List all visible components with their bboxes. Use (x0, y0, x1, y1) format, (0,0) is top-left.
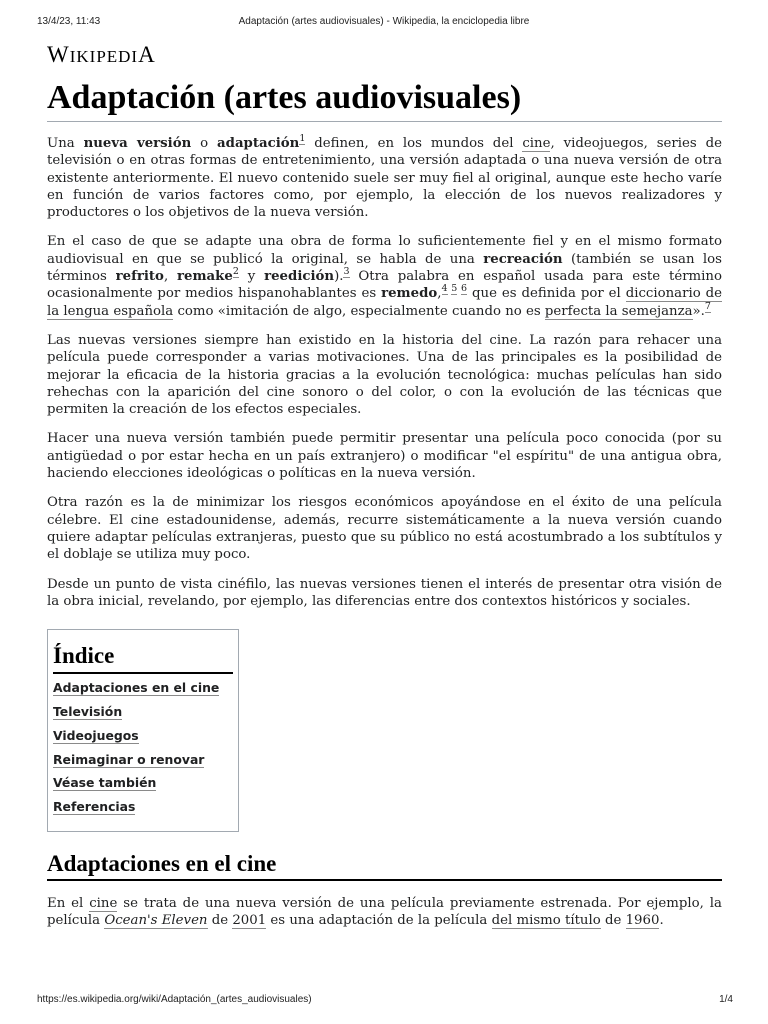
text: y (238, 269, 265, 285)
text: que es definida por el (467, 286, 626, 302)
link-diccionario[interactable]: diccionario de la lengua española (47, 286, 723, 319)
toc-item-label[interactable]: Véase también (53, 775, 157, 791)
toc-item-adaptaciones-cine[interactable] (53, 680, 233, 695)
reference-link-1[interactable]: 1 (299, 133, 306, 144)
wordmark-initial: W (47, 42, 70, 67)
toc-item-videojuegos[interactable] (53, 728, 233, 743)
paragraph-recreacion (47, 233, 722, 319)
reference-link-2[interactable]: 2 (232, 266, 239, 278)
article-content (47, 40, 722, 942)
wikipedia-wordmark[interactable] (47, 42, 722, 70)
link-2001[interactable]: 2001 (232, 913, 267, 929)
reference-link-7[interactable]: 7 (704, 300, 711, 312)
print-page-title: Adaptación (artes audiovisuales) - Wikipedia, la enciclopedia libre (238, 16, 530, 27)
text: se trata de una nueva versión de una película previamente estrenada. Por ejemplo, la película (47, 895, 722, 929)
toc-item-label[interactable]: Reimaginar o renovar (53, 751, 205, 767)
wordmark-middle: IKIPEDI (69, 47, 139, 66)
print-header (0, 16, 768, 30)
text: de (207, 913, 233, 929)
toc-item-label[interactable]: Referencias (53, 799, 136, 815)
wordmark-final: A (138, 42, 156, 67)
term-adaptacion: adaptación (217, 136, 300, 151)
toc-item-vease-tambien[interactable] (53, 775, 233, 790)
text: ». (692, 303, 705, 319)
text: Una (47, 136, 84, 151)
term-remedo: remedo (381, 286, 438, 302)
text: o (191, 136, 218, 151)
text: ). (334, 269, 344, 285)
term-reedicion: reedición (264, 269, 335, 285)
link-cine[interactable]: cine (522, 136, 551, 151)
paragraph-history: Las nuevas versiones siempre han existido en la historia del cine. La razón para rehacer una película puede corresponder a varias motivaciones. Una de las principales es la posibilidad de mejorar la eficacia de la historia gracias a la evolución tecnológica: muchas películas han sido rehechas con la aparición del cine sonoro o del color, o con la evolución de las técnicas que permiten la creación de los efectos especiales. (47, 332, 722, 418)
table-of-contents (47, 629, 239, 832)
text: , videojuegos, series de televisión o en otras formas de entretenimiento, una versión adaptada o una nueva versión de otra existente anteriormente. El nuevo contenido suele ser muy fiel al original, aunque este hecho varíe en función de varios factores como, por ejemplo, la elección de los nuevos realizadores y productores o los objetivos de la nueva versión. (47, 136, 722, 221)
toc-item-label[interactable]: Televisión (53, 703, 123, 719)
paragraph-intro (47, 135, 722, 221)
toc-item-label[interactable]: Videojuegos (53, 727, 139, 743)
text: es una adaptación de la película (266, 913, 492, 929)
print-page-number: 1/4 (719, 994, 733, 1005)
text: , (163, 269, 178, 285)
link-1960[interactable]: 1960 (625, 913, 660, 929)
print-footer (0, 994, 768, 1008)
toc-item-label[interactable]: Adaptaciones en el cine (53, 680, 220, 696)
toc-item-reimaginar[interactable] (53, 752, 233, 767)
reference-link-3[interactable]: 3 (343, 266, 350, 278)
toc-item-referencias[interactable] (53, 799, 233, 814)
text: En el caso de que se adapte una obra de forma lo suficientemente fiel y en el mismo formato audiovisual en que se publicó la original, se habla de una (47, 234, 722, 267)
term-nueva-version: nueva versión (83, 136, 192, 151)
text: (también se usan los términos (47, 251, 722, 285)
link-oceans-eleven[interactable]: Ocean's Eleven (104, 913, 208, 929)
text: En el (47, 895, 90, 911)
reference-link-6[interactable]: 6 (461, 283, 468, 295)
toc-title: Índice (53, 642, 233, 674)
paragraph-cinephile: Desde un punto de vista cinéfilo, las nuevas versiones tienen el interés de presentar otra visión de la obra inicial, revelando, por ejemplo, las diferencias entre dos contextos históricos y sociales. (47, 576, 722, 609)
text: Otra palabra en español usada para este término ocasionalmente por medios hispanohablantes es (47, 269, 722, 302)
print-datetime: 13/4/23, 11:43 (37, 16, 101, 27)
article-title: Adaptación (artes audiovisuales) (47, 78, 722, 122)
toc-item-television[interactable] (53, 704, 233, 719)
link-perfecta-semejanza[interactable]: perfecta la semejanza (544, 303, 693, 319)
text: , (437, 286, 442, 302)
text: . (659, 913, 664, 929)
paragraph-cine-section (47, 895, 722, 930)
text: como «imitación de algo, especialmente cuando no es (173, 303, 545, 319)
term-refrito: refrito (115, 269, 164, 285)
paragraph-presentation: Hacer una nueva versión también puede permitir presentar una película poco conocida (por su antigüedad o por estar hecha en un país extranjero) o modificar "el espíritu" de una antigua obra, haciendo elecciones ideológicas o políticas en la nueva versión. (47, 431, 722, 482)
reference-link-5[interactable]: 5 (451, 283, 458, 295)
text: definen, en los mundos del (305, 136, 523, 151)
term-remake: remake (177, 269, 233, 285)
paragraph-economic: Otra razón es la de minimizar los riesgos económicos apoyándose en el éxito de una película célebre. El cine estadounidense, además, recurre sistemáticamente a la nueva versión cuando quiere adaptar películas extranjeras, puesto que su público no está acostumbrado a los subtítulos y el doblaje se utiliza muy poco. (47, 495, 722, 563)
link-del-mismo-titulo[interactable]: del mismo título (491, 913, 601, 929)
print-url: https://es.wikipedia.org/wiki/Adaptación_(artes_audiovisuales) (37, 994, 312, 1005)
text: de (600, 913, 626, 929)
link-cine[interactable]: cine (89, 895, 118, 911)
reference-link-4[interactable]: 4 (441, 283, 448, 295)
section-heading-adaptaciones-cine: Adaptaciones en el cine (47, 850, 722, 881)
term-recreacion: recreación (483, 251, 563, 267)
